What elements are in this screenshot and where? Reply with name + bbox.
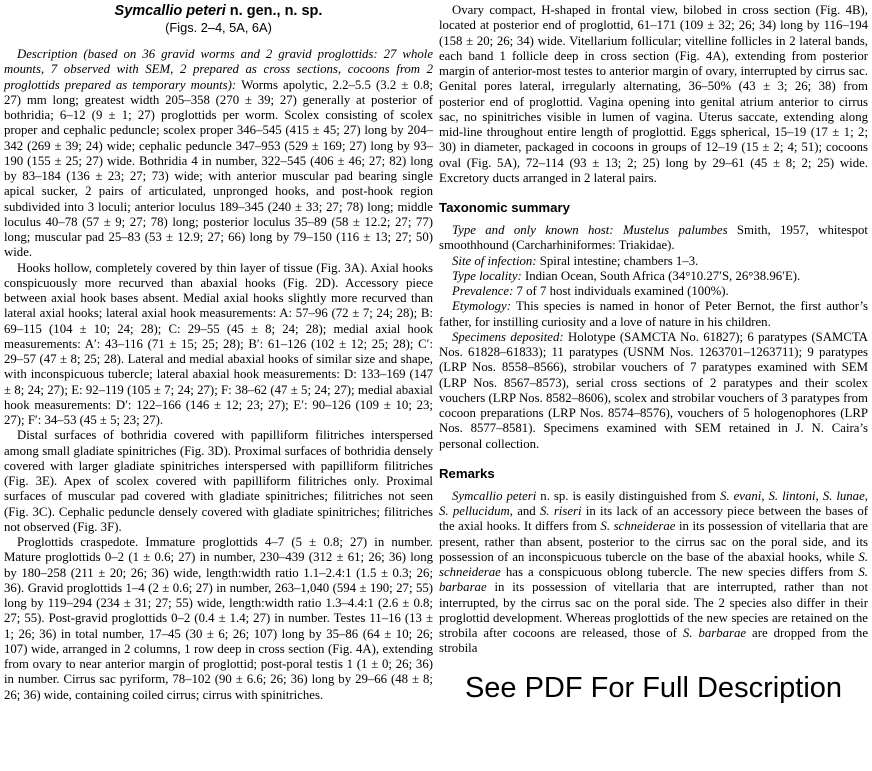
species-name: Symcallio peteri <box>114 3 226 19</box>
figs-reference: (Figs. 2–4, 5A, 6A) <box>165 20 272 35</box>
description-paragraph-1: Description (based on 36 gravid worms and 2 gravid proglottids: 27 whole mounts, 7 observed with SEM, 2 prepared as cross sections, cocoons from 2 proglottids prepared as temporary mounts): Worms apolytic, 2.2–5.5 (3.2 ± 0.8; 27) mm long; greatest width 205–358 (270 ± 39; 27) generally at posterior of bothridia; 6–12 (9 ± 1; 27) proglottids per worm. Scolex consisting of scolex proper and cephalic peduncle; scolex proper 346–545 (415 ± 45; 27) long by 204–342 (269 ± 39; 24) wide; cephalic peduncle 347–953 (529 ± 169; 27) long by 93–190 (155 ± 25; 27) wide. Bothridia 4 in number, 322–545 (406 ± 46; 27; 82) long by 83–184 (136 ± 23; 27; 73) wide; with anterior muscular pad bearing single apical sucker, 2 pairs of articulated, unpronged hooks, and post-hook region subdivided into 3 loculi; anterior loculus 189–345 (240 ± 33; 27; 78) long; middle loculus 40–78 (57 ± 9; 27; 78) long; posterior loculus 35–89 (58 ± 12.2; 27; 77) long; muscular pad 25–83 (53 ± 12.9; 27; 66) long by 79–150 (116 ± 13; 27; 50) wide. <box>4 47 433 260</box>
taxonomy-entry-etymology: Etymology: This species is named in honor of Peter Bernot, the first author’s father, for instilling curiosity and a love of nature in his children. <box>439 299 868 329</box>
taxonomy-entry-site: Site of infection: Spiral intestine; chambers 1–3. <box>452 253 699 268</box>
species-title-suffix: n. gen., n. sp. <box>225 3 323 19</box>
species-title <box>4 3 433 20</box>
taxonomy-entry-prevalence: Prevalence: 7 of 7 host individuals examined (100%). <box>452 284 729 298</box>
taxonomy-entry-specimens: Specimens deposited: Holotype (SAMCTA No. 61827); 6 paratypes (SAMCTA Nos. 61828–61833); 11 paratypes (USNM Nos. 1263701–1263711); 9 paratypes (LRP Nos. 8558–8566), strobilar vouchers of 7 paratypes examined with SEM (LRP Nos. 8567–8573), serial cross sections of 2 paratypes and their scolex vouchers (LRP Nos. 8582–8606), scolex and strobilar vouchers of 3 paratypes from cocoon preparations (LRP Nos. 8574–8576), vouchers of 5 hologenophores (LRP Nos. 8577–8581). Specimens examined with SEM retained in J. N. Caira’s personal collection. <box>439 329 868 451</box>
taxonomic-summary-heading: Taxonomic summary <box>439 200 570 215</box>
right-column <box>439 3 868 705</box>
species-title-block <box>4 3 433 35</box>
description-paragraph-5: Ovary compact, H-shaped in frontal view, bilobed in cross section (Fig. 4B), located at posterior end of proglottid, 61–171 (109 ± 32; 26; 34) long by 116–194 (158 ± 20; 26; 34) wide. Vitellarium follicular; vitelline follicles in 2 lateral bands, each band 1 follicle deep in cross section (Fig. 4A), extending from posterior margin of anterior-most testes to anterior margin of ovary, interrupted by cirrus sac. Genital pores lateral, irregularly alternating, 36–50% (43 ± 3; 26; 38) from posterior end of proglottid. Vagina opening into genital atrium anterior to cirrus sac, no spinitriches visible in lumen of vagina. Uterus saccate, extending along mid-line throughout entire length of proglottid. Eggs spherical, 15–19 (17 ± 1; 2; 30) in diameter, packaged in cocoons in groups of 12–19 (15 ± 2; 4; 51); cocoons oval (Fig. 5A), 72–114 (93 ± 13; 2; 25) long by 29–61 (45 ± 8; 2; 25) wide. Excretory ducts arranged in 2 lateral pairs. <box>439 3 868 185</box>
left-column <box>4 3 433 703</box>
description-paragraph-2: Hooks hollow, completely covered by thin layer of tissue (Fig. 3A). Axial hooks conspicuously more recurved than abaxial hooks (Fig. 2D). Accessory piece between axial hook bases absent. Medial axial hooks slightly more recurved than lateral axial hooks; lateral axial hook measurements: A: 57–96 (72 ± 7; 24; 28); B: 69–115 (104 ± 10; 24; 28); C: 29–55 (45 ± 8; 24; 28); medial axial hook measurements: A′: 43–116 (71 ± 15; 25; 28); B′: 61–126 (102 ± 12; 25; 28); C′: 29–57 (47 ± 8; 25; 28). Lateral and medial abaxial hooks of similar size and shape, with inconspicuous tubercle; lateral abaxial hook measurements: D: 133–169 (147 ± 8; 24; 27); E: 92–119 (105 ± 7; 24; 27); F: 38–62 (47 ± 5; 24; 27); medial abaxial hook measurements: D′: 122–166 (146 ± 12; 23; 27); E′: 90–126 (109 ± 10; 23; 27); F′: 34–53 (45 ± 5; 23; 27). <box>4 260 433 427</box>
remarks-paragraph: Symcallio peteri n. sp. is easily distinguished from S. evani, S. lintoni, S. lunae, S. pellucidum, and S. riseri in its lack of an accessory piece between the bases of the axial hooks. It differs from S. schneiderae in its possession of vitellaria that are present, rather than absent, posterior to the cirrus sac on the poral side, and its possession of an inconspicuous tubercle on the base of the abaxial hooks, while S. schneiderae has a conspicuous oblong tubercle. The new species differs from S. barbarae in its possession of vitellaria that are interrupted, rather than not interrupted, by the cirrus sac on the poral side. The 2 species also differ in their proglottid development. Whereas proglottids of the new species are retained on the strobila after cocoons are released, those of S. barbarae are dropped from the strobila <box>439 488 868 656</box>
remarks-heading: Remarks <box>439 465 495 481</box>
see-pdf-note: See PDF For Full Description <box>464 671 843 704</box>
description-paragraph-4: Proglottids craspedote. Immature proglottids 4–7 (5 ± 0.8; 27) in number. Mature proglottids 0–2 (1 ± 0.6; 27) in number, 230–439 (312 ± 61; 26; 36) long by 180–258 (211 ± 20; 26; 36) wide, length:width ratio 1.1–2.4:1 (1.5 ± 0.3; 26; 36). Gravid proglottids 1–4 (2 ± 0.6; 27) in number, 263–1,040 (594 ± 190; 27; 55) long by 119–294 (234 ± 31; 27; 55) wide, length:width ratio 1.3–4.4:1 (2.6 ± 0.8; 27; 55). Post-gravid proglottids 0–2 (0.4 ± 1.4; 27) in number. Testes 11–16 (13 ± 1; 26; 36) in total number, 17–45 (30 ± 6; 26; 107) long by 35–86 (64 ± 10; 26; 107) wide, arranged in 2 columns, 1 row deep in cross section (Fig. 4A), extending from ovary to near anterior margin of proglottid; post-poral testis 1 (1 ± 0; 26; 36) in number. Cirrus sac pyriform, 78–102 (90 ± 6.6; 26; 36) long by 29–66 (48 ± 8; 26; 36) wide, containing coiled cirrus; cirrus with spinitriches. <box>4 535 433 702</box>
taxonomy-entry-locality: Type locality: Indian Ocean, South Africa (34°10.27′S, 26°38.96′E). <box>452 268 801 283</box>
description-paragraph-3: Distal surfaces of bothridia covered with papilliform filitriches interspersed among small gladiate spinitriches (Fig. 3D). Proximal surfaces of bothridia densely covered with larger gladiate spinitriches interspersed with papilliform filitriches (Fig. 3E). Apex of scolex covered with papilliform filitriches only. Proximal surfaces of muscular pad covered with gladiate spinitriches; filitriches not seen (Fig. 3C). Cephalic peduncle densely covered with gladiate spinitriches; filitriches not observed (Fig. 3F). <box>4 428 433 534</box>
taxonomy-entry-host: Type and only known host: Mustelus palumbes Smith, 1957, whitespot smoothhound (Carcharhiniformes: Triakidae). <box>439 223 868 253</box>
